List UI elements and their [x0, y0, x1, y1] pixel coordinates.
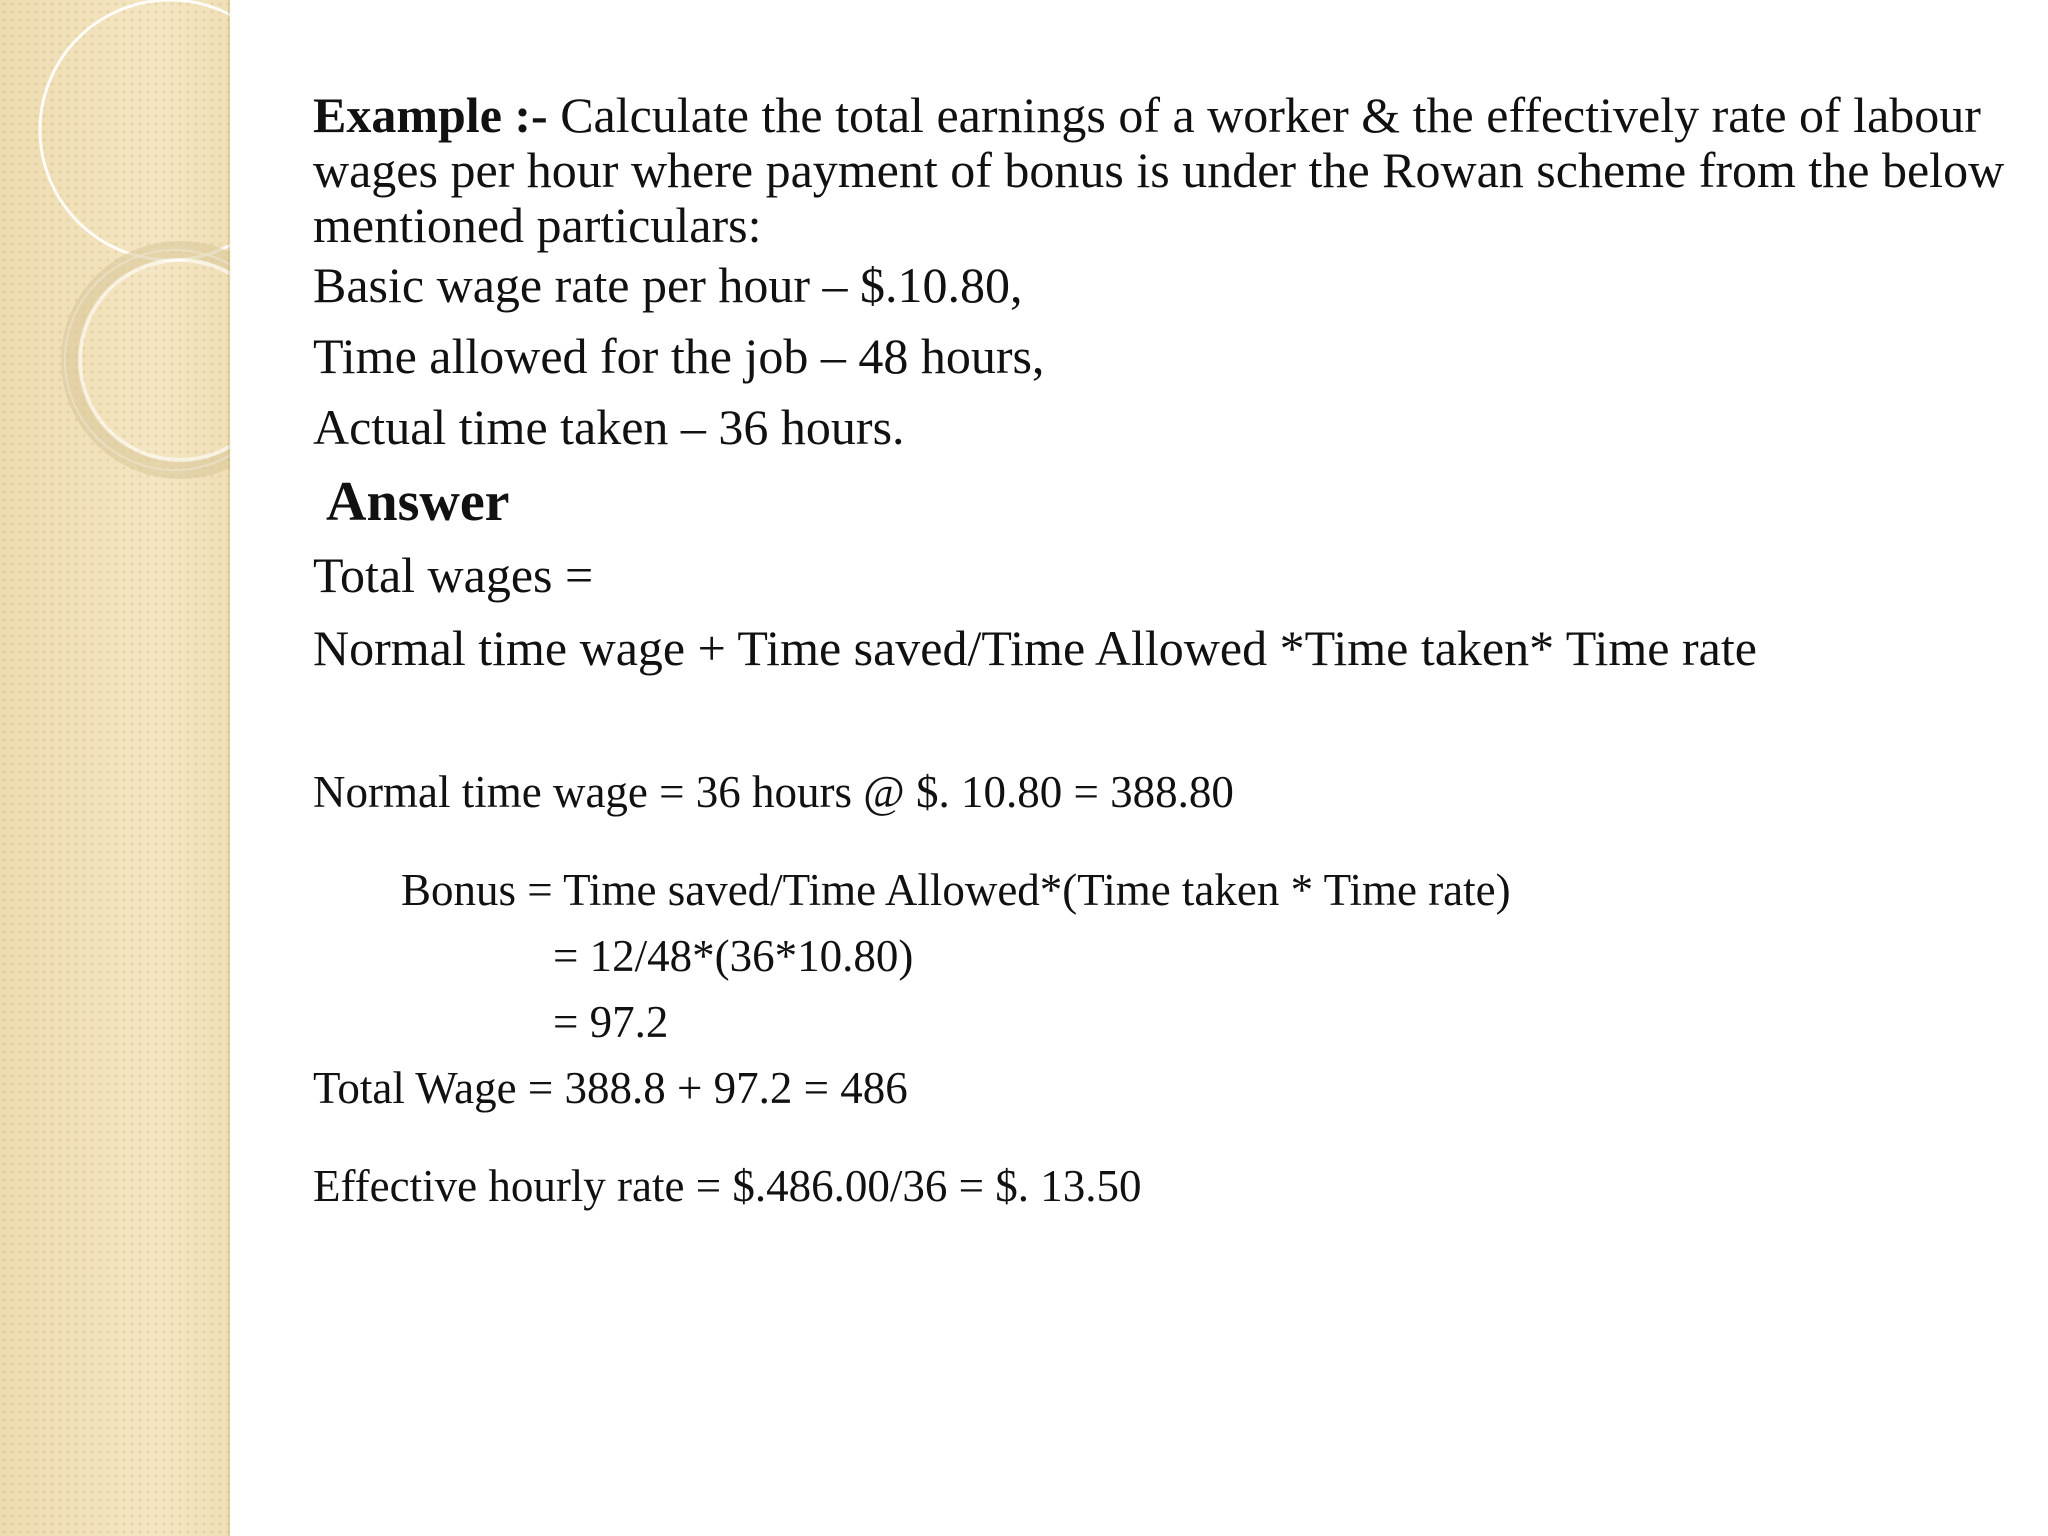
decorative-side-panel: [0, 0, 230, 1536]
total-wage-line: Total Wage = 388.8 + 97.2 = 486: [313, 1063, 908, 1113]
total-wages-formula: Normal time wage + Time saved/Time Allowed *Time taken* Time rate: [313, 620, 1757, 676]
normal-time-wage-line: Normal time wage = 36 hours @ $. 10.80 = 388.80: [313, 767, 1234, 817]
effective-hourly-rate-line: Effective hourly rate = $.486.00/36 = $. 13.50: [313, 1161, 1142, 1211]
given-actual-time: Actual time taken – 36 hours.: [313, 399, 905, 455]
answer-heading: Answer: [326, 471, 510, 533]
problem-intro: [313, 88, 2023, 253]
side-panel-edge: [228, 0, 231, 1536]
bonus-substitution-line: = 12/48*(36*10.80): [553, 931, 914, 981]
bonus-formula-line: Bonus = Time saved/Time Allowed*(Time taken * Time rate): [401, 865, 1511, 915]
given-time-allowed: Time allowed for the job – 48 hours,: [313, 328, 1045, 384]
given-basic-wage-rate: Basic wage rate per hour – $.10.80,: [313, 257, 1023, 313]
example-label: Example :-: [313, 87, 548, 143]
total-wages-label: Total wages =: [313, 547, 594, 603]
problem-text: Calculate the total earnings of a worker & the effectively rate of labour wages per hour where payment of bonus is under the Rowan scheme from the below mentioned particulars:: [313, 87, 2005, 253]
decorative-rings: [0, 0, 230, 1536]
problem-statement: [313, 88, 2023, 253]
bonus-result-line: = 97.2: [553, 997, 669, 1047]
